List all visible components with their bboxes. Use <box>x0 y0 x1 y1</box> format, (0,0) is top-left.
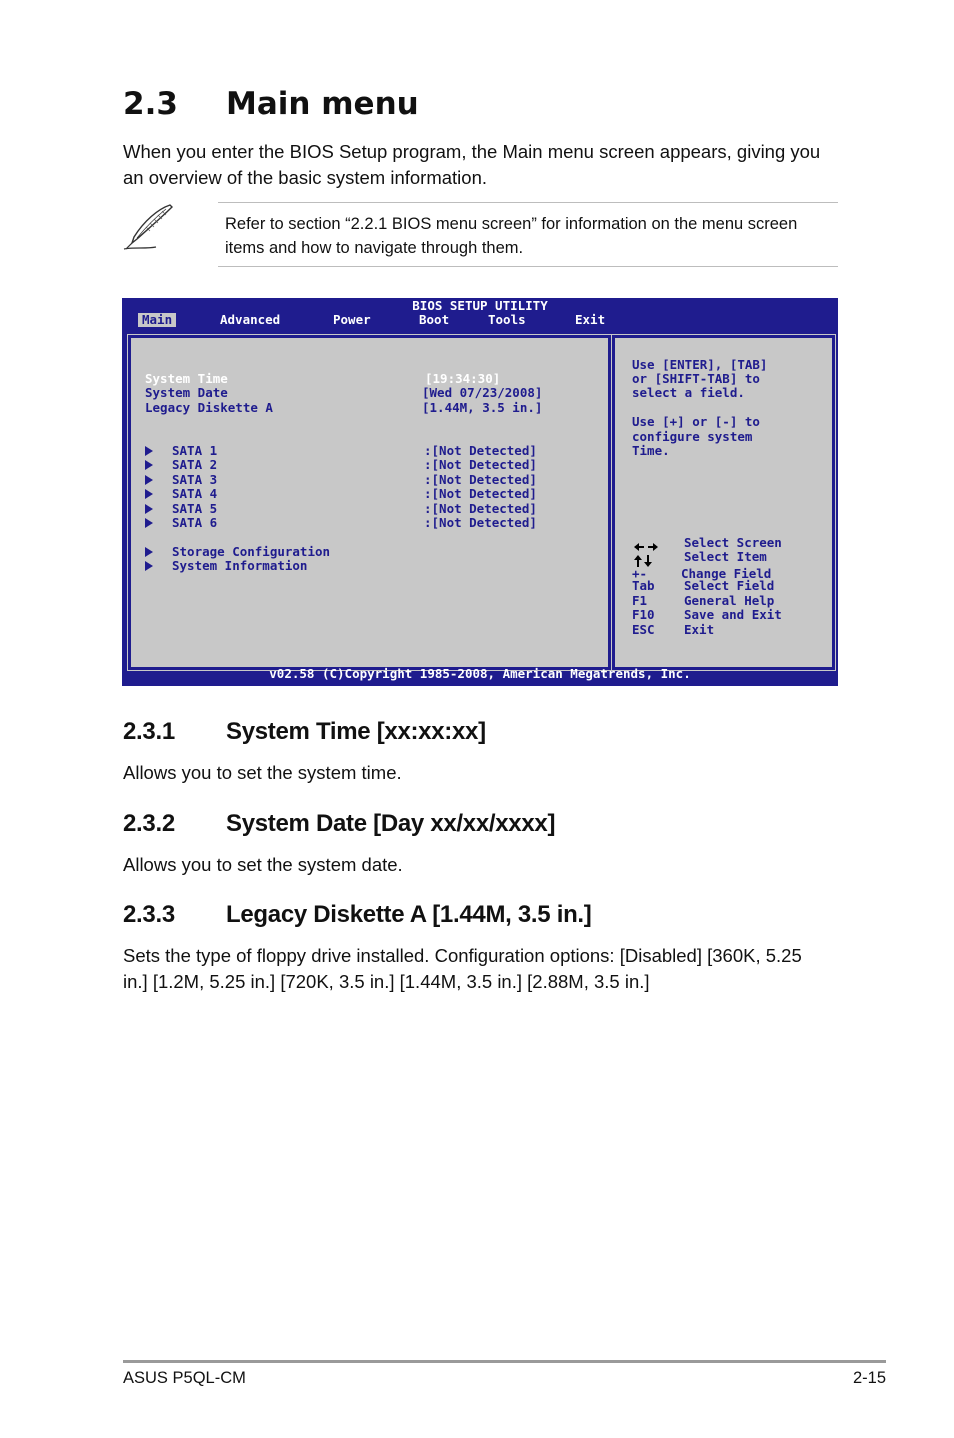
submenu-arrow-icon <box>145 504 153 514</box>
footer-product: ASUS P5QL-CM <box>123 1369 246 1387</box>
subsection-number: 2.3.1 <box>123 718 175 745</box>
pen-note-icon <box>122 203 178 253</box>
sata-3-value: :[Not Detected] <box>424 472 537 487</box>
section-number: 2.3 <box>123 86 178 122</box>
bios-tab-boot[interactable]: Boot <box>419 312 450 327</box>
sata-3-label[interactable]: SATA 3 <box>172 472 218 487</box>
help-line: configure system <box>632 429 753 444</box>
help-line: Use [+] or [-] to <box>632 414 760 429</box>
left-right-arrows-icon <box>633 540 659 552</box>
bios-title: BIOS SETUP UTILITY <box>412 298 548 313</box>
sata-6-label[interactable]: SATA 6 <box>172 515 218 530</box>
bios-main-panel <box>128 335 611 670</box>
subsection-title: System Time [xx:xx:xx] <box>226 718 486 745</box>
sata-2-label[interactable]: SATA 2 <box>172 457 218 472</box>
subsection-heading <box>123 901 592 929</box>
note-bottom-rule <box>218 266 838 267</box>
key-name: Tab <box>632 578 655 593</box>
bios-screen <box>122 298 838 686</box>
submenu-arrow-icon <box>145 489 153 499</box>
note-top-rule <box>218 202 838 203</box>
submenu-arrow-icon <box>145 547 153 557</box>
bios-tab-power[interactable]: Power <box>333 312 371 327</box>
help-line: Use [ENTER], [TAB] <box>632 357 768 372</box>
sata-4-value: :[Not Detected] <box>424 486 537 501</box>
subsection-body: Sets the type of floppy drive installed. Configuration options: [Disabled] [360K, 5.25 in.] [1.2M, 5.25 in.] [720K, 3.5 in.] [1.44M, 3.5 in.] [2.88M, 3.5 in.] <box>123 945 802 992</box>
sata-1-label[interactable]: SATA 1 <box>172 443 218 458</box>
key-desc: General Help <box>684 593 775 608</box>
page-title <box>123 86 419 122</box>
sata-5-value: :[Not Detected] <box>424 501 537 516</box>
submenu-arrow-icon <box>145 518 153 528</box>
help-line: Time. <box>632 443 670 458</box>
key-desc: Save and Exit <box>684 607 782 622</box>
key-desc: Change Field <box>681 566 772 581</box>
bios-tab-tools[interactable]: Tools <box>488 312 526 327</box>
bios-tab-main[interactable]: Main <box>138 313 176 327</box>
subsection-body: Allows you to set the system time. <box>123 762 402 783</box>
system-date-value[interactable]: [Wed 07/23/2008] <box>422 385 543 400</box>
key-name: F10 <box>632 607 655 622</box>
sata-1-value: :[Not Detected] <box>424 443 537 458</box>
key-desc: Select Item <box>684 549 767 564</box>
storage-configuration-item[interactable]: Storage Configuration <box>172 544 331 559</box>
key-name: ESC <box>632 622 655 637</box>
sata-2-value: :[Not Detected] <box>424 457 537 472</box>
subsection-heading <box>123 810 555 838</box>
submenu-arrow-icon <box>145 446 153 456</box>
key-name: +- <box>632 566 648 581</box>
section-title: Main menu <box>226 86 419 122</box>
legacy-diskette-value[interactable]: [1.44M, 3.5 in.] <box>422 400 543 415</box>
submenu-arrow-icon <box>145 460 153 470</box>
key-desc: Select Field <box>684 578 775 593</box>
key-name: F1 <box>632 593 648 608</box>
bios-help-panel <box>612 335 835 670</box>
sata-6-value: :[Not Detected] <box>424 515 537 530</box>
footer-rule <box>123 1360 886 1363</box>
subsection-title: System Date [Day xx/xx/xxxx] <box>226 810 556 837</box>
bios-tab-exit[interactable]: Exit <box>575 312 606 327</box>
bios-copyright: v02.58 (C)Copyright 1985-2008, American Megatrends, Inc. <box>269 666 691 681</box>
legacy-diskette-label[interactable]: Legacy Diskette A <box>145 400 273 415</box>
sata-4-label[interactable]: SATA 4 <box>172 486 218 501</box>
subsection-number: 2.3.3 <box>123 901 175 928</box>
subsection-number: 2.3.2 <box>123 810 175 837</box>
system-date-label[interactable]: System Date <box>145 385 228 400</box>
subsection-heading <box>123 718 486 746</box>
bios-tab-advanced[interactable]: Advanced <box>220 312 281 327</box>
subsection-body: Allows you to set the system date. <box>123 854 403 875</box>
submenu-arrow-icon <box>145 475 153 485</box>
system-information-item[interactable]: System Information <box>172 558 308 573</box>
submenu-arrow-icon <box>145 561 153 571</box>
note-text: Refer to section “2.2.1 BIOS menu screen” for information on the menu screen items and how to navigate through them. <box>225 215 798 257</box>
system-time-value[interactable]: [19:34:30] <box>425 371 501 386</box>
key-desc: Exit <box>684 622 715 637</box>
sata-5-label[interactable]: SATA 5 <box>172 501 218 516</box>
help-line: or [SHIFT-TAB] to <box>632 371 760 386</box>
system-time-label[interactable]: System Time <box>145 371 228 386</box>
intro-paragraph: When you enter the BIOS Setup program, the Main menu screen appears, giving you an overview of the basic system information. <box>123 141 821 188</box>
footer-page-number: 2-15 <box>852 1369 886 1387</box>
help-line: select a field. <box>632 385 745 400</box>
subsection-title: Legacy Diskette A [1.44M, 3.5 in.] <box>226 901 592 928</box>
key-desc: Select Screen <box>684 535 782 550</box>
